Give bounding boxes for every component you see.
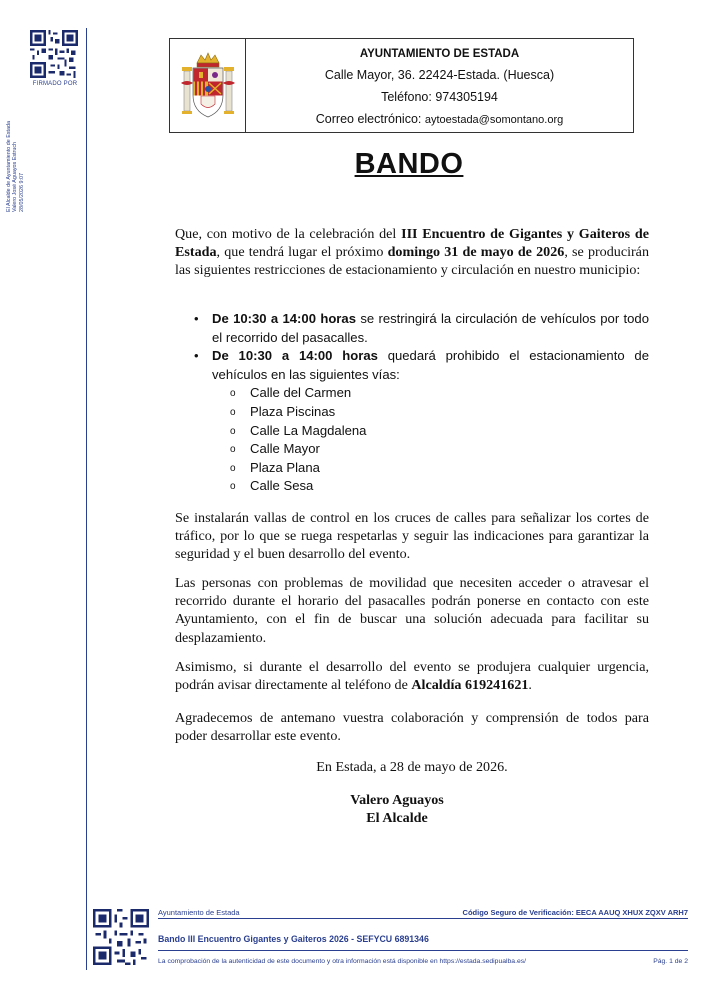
intro-text: Que, con motivo de la celebración del xyxy=(175,226,402,242)
urgency-paragraph xyxy=(175,658,649,694)
email-label: Correo electrónico: xyxy=(315,112,422,126)
list-item xyxy=(175,347,649,384)
footer-divider xyxy=(158,950,688,951)
list-item xyxy=(175,459,649,478)
intro-text: , que tendrá lugar el próximo xyxy=(216,244,388,261)
list-item xyxy=(175,477,649,496)
restriction-text: se restringirá la circulación de vehículos por todo el recorrido del pasacalles. xyxy=(212,311,649,345)
footer xyxy=(88,900,688,975)
fences-paragraph: Se instalarán vallas de control en los cruces de calles para señalizar los cortes de tráfico, por lo que se ruega respetarlas y seguir las indicaciones para garantizar la seguridad y el buen desarrollo del evento. xyxy=(175,510,649,563)
circle-bullet-icon: o xyxy=(230,406,236,418)
authenticity-note: La comprobación de la autenticidad de este documento y otra información está disponible en https://estada.sedipualba.es/ xyxy=(158,958,527,965)
address: Calle Mayor, 36. 22424-Estada. (Huesca) xyxy=(324,68,555,82)
signature-line: Valero José Aguayos Estruch xyxy=(12,141,19,212)
footer-qr-code xyxy=(93,909,149,965)
document-title: BANDO xyxy=(354,148,464,180)
circle-bullet-icon: o xyxy=(230,462,236,474)
urgency-phone: Alcaldía 619241621 xyxy=(411,677,529,694)
event-date: domingo 31 de mayo de 2026 xyxy=(387,244,565,261)
circle-bullet-icon: o xyxy=(230,481,236,493)
page-number: Pág. 1 de 2 xyxy=(653,958,688,965)
list-item xyxy=(175,403,649,422)
footer-divider xyxy=(158,918,688,919)
list-item xyxy=(175,440,649,459)
intro-text: , se producirán las siguientes restricciones de estacionamiento y circulación en nuestro municipio: xyxy=(175,244,649,279)
restriction-text: quedará prohibido el estacionamiento de vehículos en las siguientes vías: xyxy=(212,348,649,382)
margin-rule xyxy=(86,28,87,970)
event-name: III Encuentro de Gigantes y Gaiteros de Estada xyxy=(175,226,649,261)
urgency-text: Asimismo, si durante el desarrollo del evento se produjera cualquier urgencia, podrán avisar directamente al teléfono de xyxy=(175,659,649,694)
letterhead xyxy=(169,38,634,133)
footer-organization: Ayuntamiento de Estada xyxy=(158,908,240,917)
urgency-end: . xyxy=(528,677,532,694)
signed-by-label: FIRMADO POR xyxy=(32,81,78,87)
bullet-icon: • xyxy=(194,311,199,326)
street-name: Calle del Carmen xyxy=(250,385,352,401)
circle-bullet-icon: o xyxy=(230,388,236,400)
verification-qr-code xyxy=(30,30,78,78)
restriction-time: De 10:30 a 14:00 horas xyxy=(212,311,356,326)
list-item xyxy=(175,384,649,403)
circle-bullet-icon: o xyxy=(230,444,236,456)
list-item xyxy=(175,310,649,347)
street-name: Plaza Piscinas xyxy=(250,403,336,419)
signature-stamp xyxy=(6,92,98,212)
restrictions-list xyxy=(175,310,649,496)
signature-line: 28/05/2026 9:07 xyxy=(18,173,25,212)
footer-document-title: Bando III Encuentro Gigantes y Gaiteros 2026 - SEFYCU 6891346 xyxy=(158,934,429,944)
coat-of-arms-cell xyxy=(170,39,246,132)
restriction-time: De 10:30 a 14:00 horas xyxy=(212,348,378,364)
email-line xyxy=(246,112,633,126)
circle-bullet-icon: o xyxy=(230,425,236,437)
street-name: Calle Mayor xyxy=(250,441,320,457)
list-item xyxy=(175,422,649,441)
mobility-paragraph: Las personas con problemas de movilidad que necesiten acceder o atravesar el recorrido durante el horario del pasacalles podrán ponerse en contacto con este Ayuntamiento, con el fin de buscar una solución adecuada para facilitar su desplazamiento. xyxy=(175,575,649,646)
intro-paragraph xyxy=(175,225,649,280)
verification-code: Código Seguro de Verificación: EECA AAUQ XHUX ZQXV ARH7 xyxy=(462,908,688,917)
street-name: Calle Sesa xyxy=(250,478,314,494)
signature-line: El Alcalde de Ayuntamiento de Estada xyxy=(6,120,12,212)
letterhead-info xyxy=(246,39,633,132)
bullet-icon: • xyxy=(194,348,199,364)
organization-name: AYUNTAMIENTO DE ESTADA xyxy=(359,48,520,60)
street-name: Plaza Plana xyxy=(250,459,320,475)
phone: Teléfono: 974305194 xyxy=(381,90,498,104)
signer-name: Valero Aguayos xyxy=(350,792,444,808)
thanks-paragraph: Agradecemos de antemano vuestra colaboración y comprensión de todos para poder desarrollar este evento. xyxy=(175,710,649,745)
street-name: Calle La Magdalena xyxy=(250,422,367,438)
signer-role: El Alcalde xyxy=(366,810,428,826)
email-link[interactable]: aytoestada@somontano.org xyxy=(424,114,564,126)
place-and-date: En Estada, a 28 de mayo de 2026. xyxy=(316,759,508,775)
coat-of-arms-icon xyxy=(179,49,237,123)
street-list xyxy=(175,384,649,496)
signature-block xyxy=(175,791,619,827)
